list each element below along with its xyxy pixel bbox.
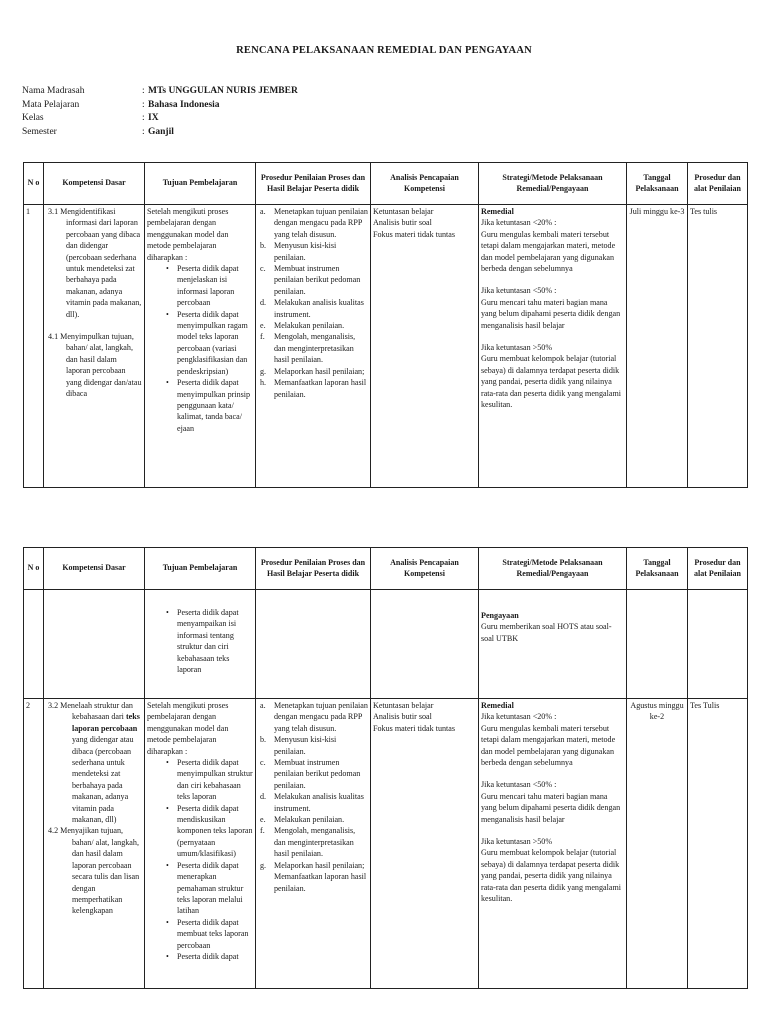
table-header-row	[24, 548, 748, 590]
tujuan-cell: Setelah mengikuti proses pembelajaran dengan menggunakan model dan metode pembelajaran diharapkan : • Peserta didik dapat menjelaskan isi informasi laporan percobaan • Peserta didik dapat menyimpulkan ragam model teks laporan percobaan (variasi pengklasifikasian dan pendeskripsian) • Peserta didik dapat menyimpulkan prinsip penggunaan kata/ kalimat, tanda baca/ ejaan	[145, 205, 256, 488]
list-item: • Peserta didik dapat mendiskusikan komponen teks laporan (pernyataan umum/klasifikasi)	[166, 803, 253, 859]
header-no: N o	[24, 548, 44, 590]
header-tanggal: Tanggal Pelaksanaan	[627, 548, 688, 590]
header-kd: Kompetensi Dasar	[44, 163, 145, 205]
list-item: a. Menetapkan tujuan penilaian dengan mengacu pada RPP yang telah disusun.	[260, 701, 368, 733]
header-strategi: Strategi/Metode Pelaksanaan Remedial/Pengayaan	[479, 548, 627, 590]
rpp-table-1	[23, 162, 748, 488]
list-item: Memanfaatkan laporan hasil penilaian.	[274, 872, 367, 893]
tujuan-cell	[145, 590, 256, 699]
header-prosedur: Prosedur Penilaian Proses dan Hasil Belajar Peserta didik	[256, 163, 371, 205]
analisis-cell: Ketuntasan belajar Analisis butir soal Fokus materi tidak tuntas	[371, 205, 479, 488]
strategi-cell: Remedial Jika ketuntasan <20% : Guru mengulas kembali materi tersebut tetapi dalam mengajarkan materi, metode dan model pembelajaran yang digunakan berbeda dengan sebelumnya Jika ketuntasan <50% : Guru mencari tahu materi bagian mana yang belum dipahami peserta didik dengan menganalisis hasil belajar Jika ketuntasan >50% Guru membuat kelompok belajar (tutorial sebaya) di dalamnya terdapat peserta didik yang pandai, peserta didik yang nilainya rata-rata dan peserta didik yang mengalami kesulitan.	[479, 699, 627, 989]
list-item: b. Menyusun kisi-kisi penilaian.	[260, 241, 337, 262]
strategi-cell: Pengayaan Guru memberikan soal HOTS atau soal-soal UTBK	[479, 590, 627, 699]
list-item: • Peserta didik dapat menyimpulkan prinsip penggunaan kata/ kalimat, tanda baca/ ejaan	[166, 378, 251, 433]
prosedur-cell	[256, 205, 371, 488]
list-item: d. Melakukan analisis kualitas instrument.	[260, 298, 364, 319]
header-tanggal: Tanggal Pelaksanaan	[627, 163, 688, 205]
alat-penilaian-cell: Tes Tulis	[688, 699, 748, 989]
list-item: b. Menyusun kisi-kisi penilaian.	[260, 735, 337, 756]
list-item: • Peserta didik dapat menerapkan pemahaman struktur teks laporan melalui latihan	[166, 860, 244, 916]
table-row	[24, 699, 748, 989]
list-item: • Peserta didik dapat	[166, 951, 239, 961]
list-item: a. Menetapkan tujuan penilaian dengan mengacu pada RPP yang telah disusun.	[260, 207, 368, 239]
list-item: c. Membuat instrumen penilaian berikut pedoman penilaian.	[260, 264, 361, 296]
list-item: f. Mengolah, menganalisis, dan menginterpretasikan hasil penilaian.	[260, 826, 356, 859]
header-analisis: Analisis Pencapaian Kompetensi	[371, 548, 479, 590]
list-item: e. Melakukan penilaian.	[260, 815, 345, 825]
list-item: g. Melaporkan hasil penilaian;	[260, 366, 365, 376]
header-analisis: Analisis Pencapaian Kompetensi	[371, 163, 479, 205]
table-row	[24, 205, 748, 488]
list-item: • Peserta didik dapat menyampaikan isi informasi tentang struktur dan ciri kebahasaan teks laporan	[166, 608, 239, 675]
table-row	[24, 590, 748, 699]
header-tujuan: Tujuan Pembelajaran	[145, 548, 256, 590]
table-header-row	[24, 163, 748, 205]
list-item: • Peserta didik dapat membuat teks laporan percobaan	[166, 917, 249, 950]
meta-semester: Semester : Ganjil	[22, 126, 174, 137]
tanggal-cell: Juli minggu ke-3	[627, 205, 688, 488]
tujuan-cell: Setelah mengikuti proses pembelajaran dengan menggunakan model dan metode pembelajaran diharapkan : • Peserta didik dapat menyimpulkan struktur dan ciri kebahasaan teks laporan • Peserta didik dapat mendiskusikan komponen teks laporan (pernyataan umum/klasifikasi) • Peserta didik dapat menerapkan pemahaman struktur teks laporan melalui latihan • Peserta didik dapat membuat teks laporan percobaan • Peserta didik dapat	[145, 699, 256, 989]
header-prosedur-alat: Prosedur dan alat Penilaian	[688, 163, 748, 205]
document-meta	[22, 85, 298, 139]
header-kd: Kompetensi Dasar	[44, 548, 145, 590]
list-item: c. Membuat instrumen penilaian berikut pedoman penilaian.	[260, 758, 361, 790]
kompetensi-dasar-cell: 3.2 Menelaah struktur dan kebahasaan dari teks laporan percobaan yang didengar atau dibaca (percobaan sederhana untuk mendeteksi zat berbahaya pada makanan, adanya vitamin pada makanan, dll) 4.2 Menyajikan tujuan, bahan/ alat, langkah, dan hasil dalam laporan percobaan secara tulis dan lisan dengan memperhatikan kelengkapan	[44, 699, 145, 989]
row-number: 1	[24, 205, 44, 488]
list-item: • Peserta didik dapat menjelaskan isi informasi laporan percobaan	[166, 264, 239, 308]
list-item: • Peserta didik dapat menyimpulkan ragam model teks laporan percobaan (variasi pengklasifikasian dan pendeskripsian)	[166, 309, 248, 376]
strategi-cell: Remedial Jika ketuntasan <20% : Guru mengulas kembali materi tersebut tetapi dalam mengajarkan materi, metode dan model pembelajaran yang digunakan berbeda dengan sebelumnya Jika ketuntasan <50% : Guru mencari tahu materi bagian mana yang belum dipahami peserta didik dengan menganalisis hasil belajar Jika ketuntasan >50% Guru membuat kelompok belajar (tutorial sebaya) di dalamnya terdapat peserta didik yang pandai, peserta didik yang nilainya rata-rata dan peserta didik yang mengalami kesulitan.	[479, 205, 627, 488]
meta-madrasah: Nama Madrasah : MTs UNGGULAN NURIS JEMBER	[22, 86, 298, 96]
list-item: d. Melakukan analisis kualitas instrument.	[260, 792, 364, 813]
list-item: e. Melakukan penilaian.	[260, 321, 345, 331]
list-item: g. Melaporkan hasil penilaian;	[260, 860, 365, 870]
header-tujuan: Tujuan Pembelajaran	[145, 163, 256, 205]
header-no: N o	[24, 163, 44, 205]
header-prosedur-alat: Prosedur dan alat Penilaian	[688, 548, 748, 590]
row-number: 2	[24, 699, 44, 989]
prosedur-cell	[256, 699, 371, 989]
header-prosedur: Prosedur Penilaian Proses dan Hasil Belajar Peserta didik	[256, 548, 371, 590]
document-title: RENCANA PELAKSANAAN REMEDIAL DAN PENGAYAAN	[236, 45, 532, 56]
list-item: f. Mengolah, menganalisis, dan menginterpretasikan hasil penilaian.	[260, 332, 356, 365]
rpp-table-2	[23, 547, 748, 989]
meta-kelas: Kelas : IX	[22, 113, 159, 123]
analisis-cell: Ketuntasan belajar Analisis butir soal Fokus materi tidak tuntas	[371, 699, 479, 989]
kompetensi-dasar-cell: 3.1 Mengidentifikasi informasi dari laporan percobaan yang dibaca dan didengar (percobaan sederhana untuk mendeteksi zat berbahaya pada makanan, adanya vitamin pada makanan, dll). 4.1 Menyimpulkan tujuan, bahan/ alat, langkah, dan hasil dalam laporan percobaan yang didengar dan/atau dibaca	[44, 205, 145, 488]
tanggal-cell: Agustus minggu ke-2	[627, 699, 688, 989]
list-item: • Peserta didik dapat menyimpulkan struktur dan ciri kebahasaan teks laporan	[166, 758, 253, 802]
header-strategi: Strategi/Metode Pelaksanaan Remedial/Pengayaan	[479, 163, 627, 205]
list-item: h. Memanfaatkan laporan hasil penilaian.	[260, 378, 367, 399]
meta-mata-pelajaran: Mata Pelajaran : Bahasa Indonesia	[22, 99, 220, 110]
alat-penilaian-cell: Tes tulis	[688, 205, 748, 488]
